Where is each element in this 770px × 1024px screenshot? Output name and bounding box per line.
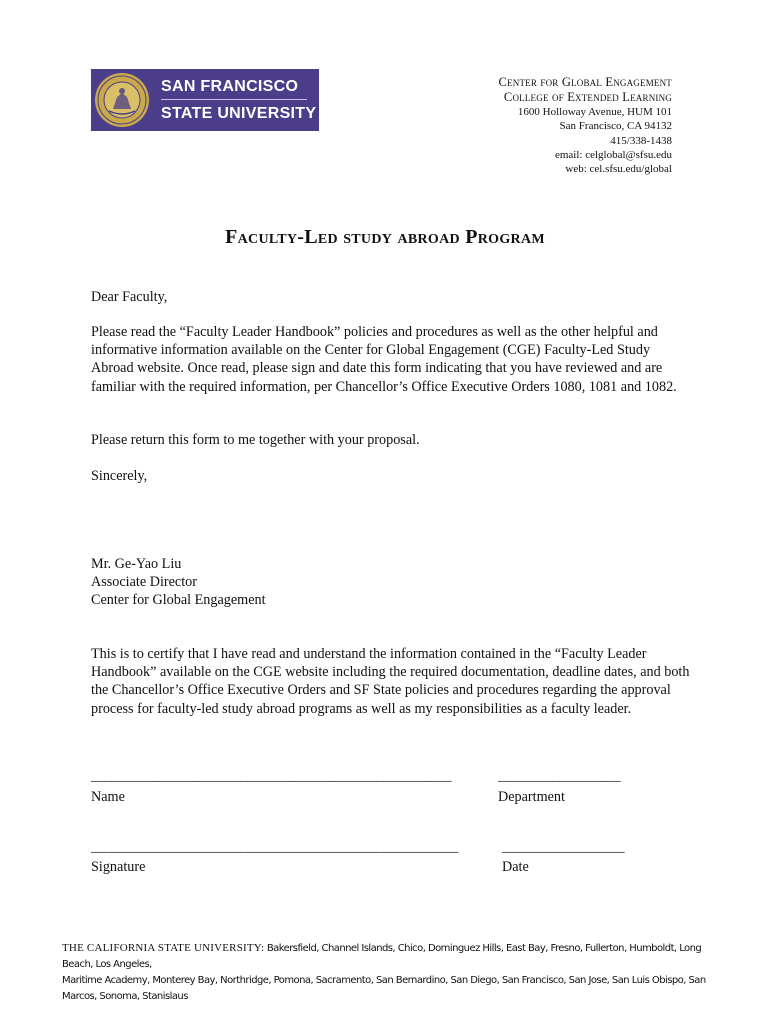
department-label: Department (498, 789, 565, 805)
date-label: Date (502, 859, 529, 875)
logo-wordmark (161, 69, 316, 131)
signer-name: Mr. Ge-Yao Liu (91, 556, 182, 572)
certification-paragraph: This is to certify that I have read and understand the information contained in the “Faculty Leader Handbook” available on the CGE website including the required documentation, deadline dates, and both the Chancellor’s Office Executive Orders and SF State policies and procedures regarding the approval process for faculty-led study abroad programs as well as my responsibilities as a faculty leader. (91, 646, 690, 717)
letterhead-email: email: celglobal@sfsu.edu (554, 148, 672, 161)
letterhead-address (499, 75, 672, 176)
return-instruction: Please return this form to me together with your proposal. (91, 432, 420, 448)
name-label: Name (91, 789, 125, 805)
date-field-line[interactable]: __________________ (502, 840, 625, 855)
department-field-line[interactable]: __________________ (498, 769, 621, 784)
footer-campuses (62, 940, 712, 1005)
page-title: Faculty-Led study abroad Program (225, 226, 545, 248)
letterhead-center: Center for Global Engagement (498, 75, 672, 89)
signature-label: Signature (91, 859, 146, 875)
footer-campuses-line-2: Maritime Academy, Monterey Bay, Northridge, Pomona, Sacramento, San Bernardino, San Diego, San Francisco, San Jose, San Luis Obispo, San Marcos, Sonoma, Stanislaus (62, 975, 706, 1002)
letterhead-phone: 415/338-1438 (610, 134, 672, 147)
salutation: Dear Faculty, (91, 289, 168, 305)
letterhead-college: College of Extended Learning (503, 90, 672, 104)
letterhead-web: web: cel.sfsu.edu/global (565, 163, 672, 176)
logo-line-1: SAN FRANCISCO (161, 78, 299, 95)
university-seal-icon (93, 71, 151, 129)
footer-system-name: THE CALIFORNIA STATE UNIVERSITY: (62, 942, 265, 954)
signer-title: Associate Director (91, 574, 197, 590)
signer-org: Center for Global Engagement (91, 592, 266, 608)
footer-campuses-line-1: Bakersfield, Channel Islands, Chico, Dominguez Hills, East Bay, Fresno, Fullerton, Humboldt, Long Beach, Los Angeles, (62, 943, 702, 970)
logo-divider (161, 99, 307, 100)
letterhead-city: San Francisco, CA 94132 (559, 120, 672, 133)
name-field-line[interactable]: _____________________________________________________ (91, 769, 452, 784)
closing: Sincerely, (91, 468, 148, 484)
signature-field-line[interactable]: ______________________________________________________ (91, 840, 459, 855)
university-logo (91, 69, 319, 131)
logo-line-2: STATE UNIVERSITY (161, 105, 317, 122)
intro-paragraph: Please read the “Faculty Leader Handbook” policies and procedures as well as the other helpful and informative information available on the Center for Global Engagement (CGE) Faculty-Led Study Abroad website. Once read, please sign and date this form indicating that you have reviewed and are familiar with the required information, per Chancellor’s Office Executive Orders 1080, 1081 and 1082. (91, 324, 677, 395)
letterhead-street: 1600 Holloway Avenue, HUM 101 (517, 106, 672, 118)
